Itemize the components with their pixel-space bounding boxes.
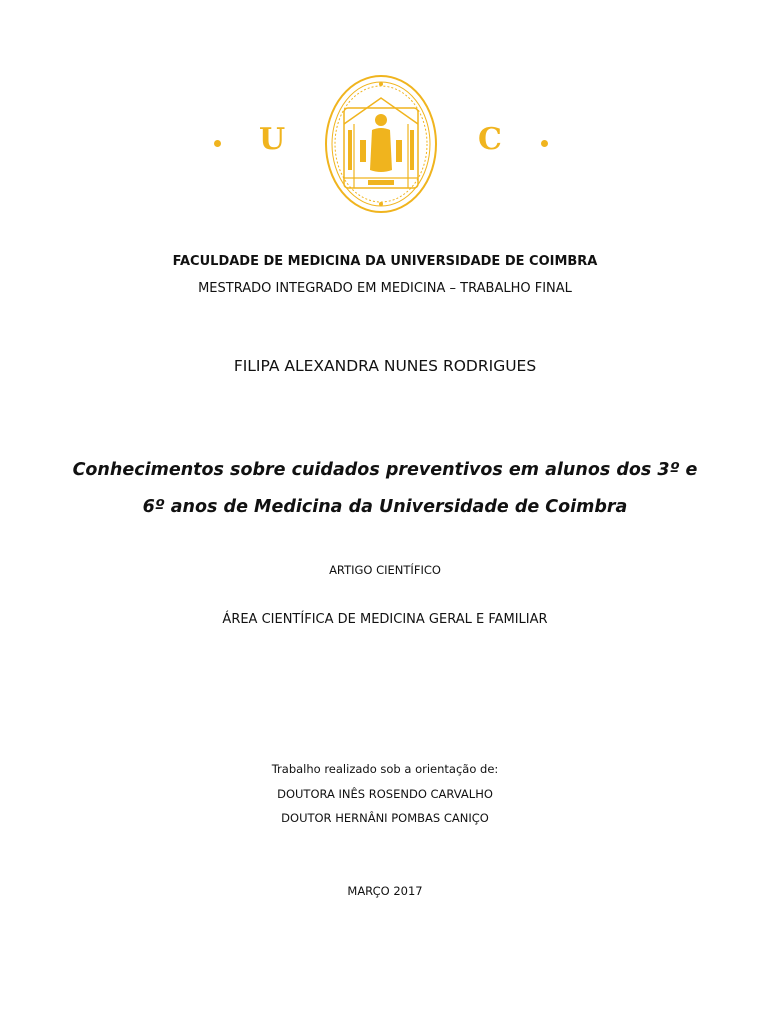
thesis-title-line-1: Conhecimentos sobre cuidados preventivos em alunos dos 3º e — [72, 460, 698, 480]
right-dot — [541, 140, 548, 147]
faculty-name: FACULDADE DE MEDICINA DA UNIVERSIDADE DE COIMBRA — [172, 254, 598, 269]
submission-date: MARÇO 2017 — [347, 884, 423, 898]
logo-letter-u: U — [259, 122, 286, 157]
article-type: ARTIGO CIENTÍFICO — [329, 563, 441, 577]
university-seal-icon — [324, 74, 438, 214]
program-name: MESTRADO INTEGRADO EM MEDICINA – TRABALHO FINAL — [198, 281, 572, 296]
university-logo — [0, 74, 770, 214]
supervisor-1: DOUTORA INÊS ROSENDO CARVALHO — [277, 787, 493, 801]
supervision-intro: Trabalho realizado sob a orientação de: — [271, 762, 499, 776]
supervisor-2: DOUTOR HERNÂNI POMBAS CANIÇO — [281, 811, 489, 825]
author-name: FILIPA ALEXANDRA NUNES RODRIGUES — [233, 357, 537, 375]
thesis-title-line-2: 6º anos de Medicina da Universidade de Coimbra — [142, 497, 628, 517]
scientific-area: ÁREA CIENTÍFICA DE MEDICINA GERAL E FAMILIAR — [222, 612, 548, 627]
logo-letter-c: C — [478, 122, 502, 157]
left-dot — [214, 140, 221, 147]
